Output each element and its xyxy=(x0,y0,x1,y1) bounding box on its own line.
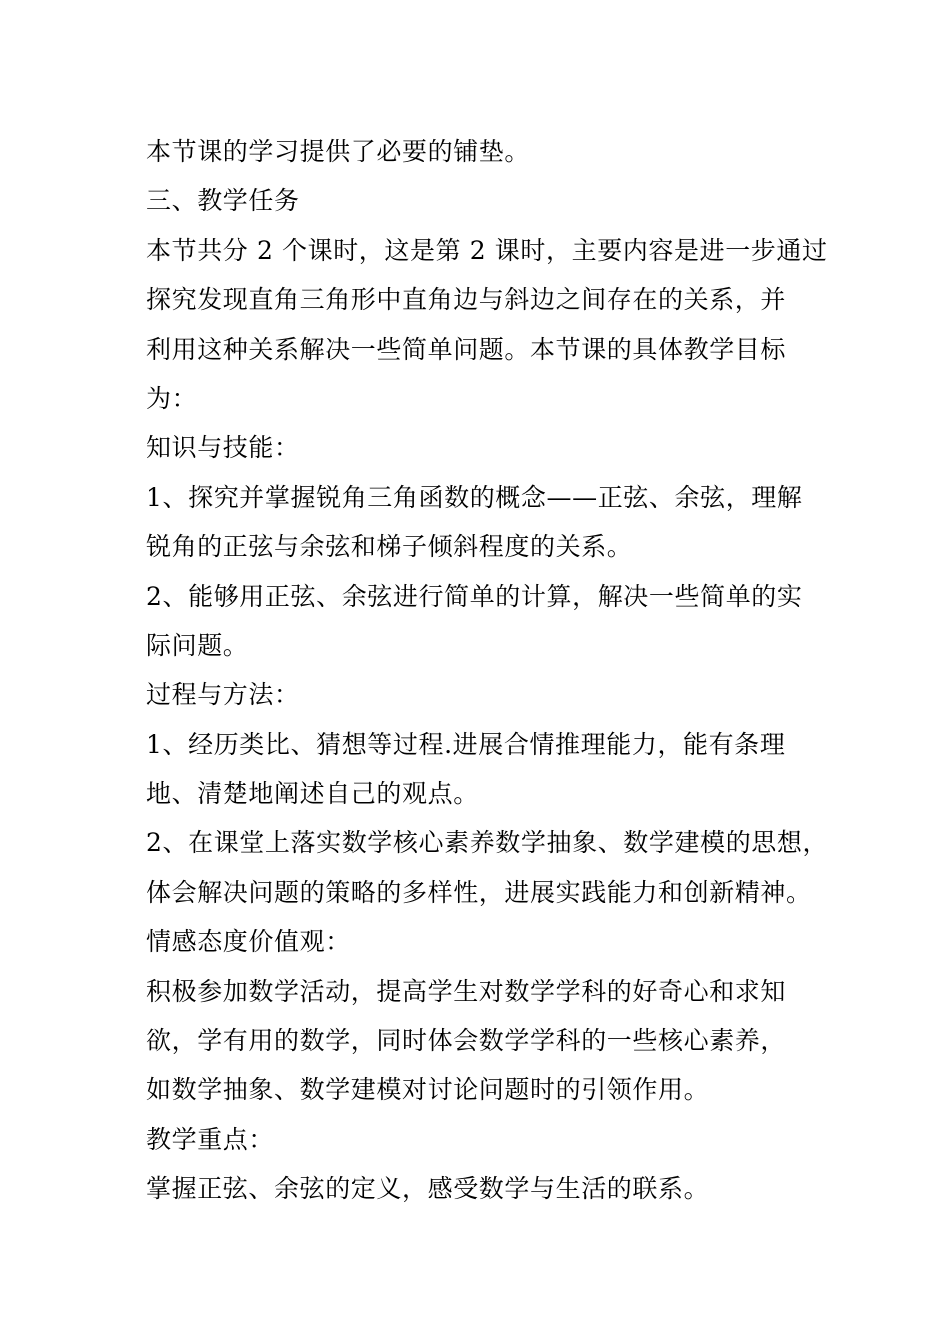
text-line: 本节共分 2 个课时，这是第 2 课时，主要内容是进一步通过 xyxy=(146,235,828,265)
text-line: 体会解决问题的策略的多样性，进展实践能力和创新精神。 xyxy=(146,877,812,907)
subsection-heading: 情感态度价值观： xyxy=(146,927,351,957)
text-line: 欲，学有用的数学，同时体会数学学科的一些核心素养， xyxy=(146,1026,787,1056)
text-line: 1、探究并掌握锐角三角函数的概念——正弦、余弦，理解 xyxy=(146,482,803,512)
text-line: 锐角的正弦与余弦和梯子倾斜程度的关系。 xyxy=(146,532,633,562)
text-line: 2、能够用正弦、余弦进行简单的计算，解决一些简单的实 xyxy=(146,581,803,611)
section-heading: 三、教学任务 xyxy=(146,186,300,216)
document-body xyxy=(146,127,846,1214)
text-line: 探究发现直角三角形中直角边与斜边之间存在的关系，并 xyxy=(146,285,787,315)
text-line: 2、在课堂上落实数学核心素养数学抽象、数学建模的思想， xyxy=(146,828,829,858)
text-line: 利用这种关系解决一些简单问题。本节课的具体教学目标 xyxy=(146,334,787,364)
text-line: 积极参加数学活动，提高学生对数学学科的好奇心和求知 xyxy=(146,976,787,1006)
text-line: 掌握正弦、余弦的定义，感受数学与生活的联系。 xyxy=(146,1174,710,1204)
text-line: 1、经历类比、猜想等过程.进展合情推理能力，能有条理 xyxy=(146,729,786,759)
subsection-heading: 教学重点： xyxy=(146,1124,275,1154)
text-line: 为： xyxy=(146,383,198,413)
text-line: 地、清楚地阐述自己的观点。 xyxy=(146,779,479,809)
subsection-heading: 知识与技能： xyxy=(146,433,300,463)
text-line: 本节课的学习提供了必要的铺垫。 xyxy=(146,137,531,166)
subsection-heading: 过程与方法： xyxy=(146,680,300,710)
text-line: 如数学抽象、数学建模对讨论问题时的引领作用。 xyxy=(146,1075,710,1105)
text-line: 际问题。 xyxy=(146,630,249,660)
